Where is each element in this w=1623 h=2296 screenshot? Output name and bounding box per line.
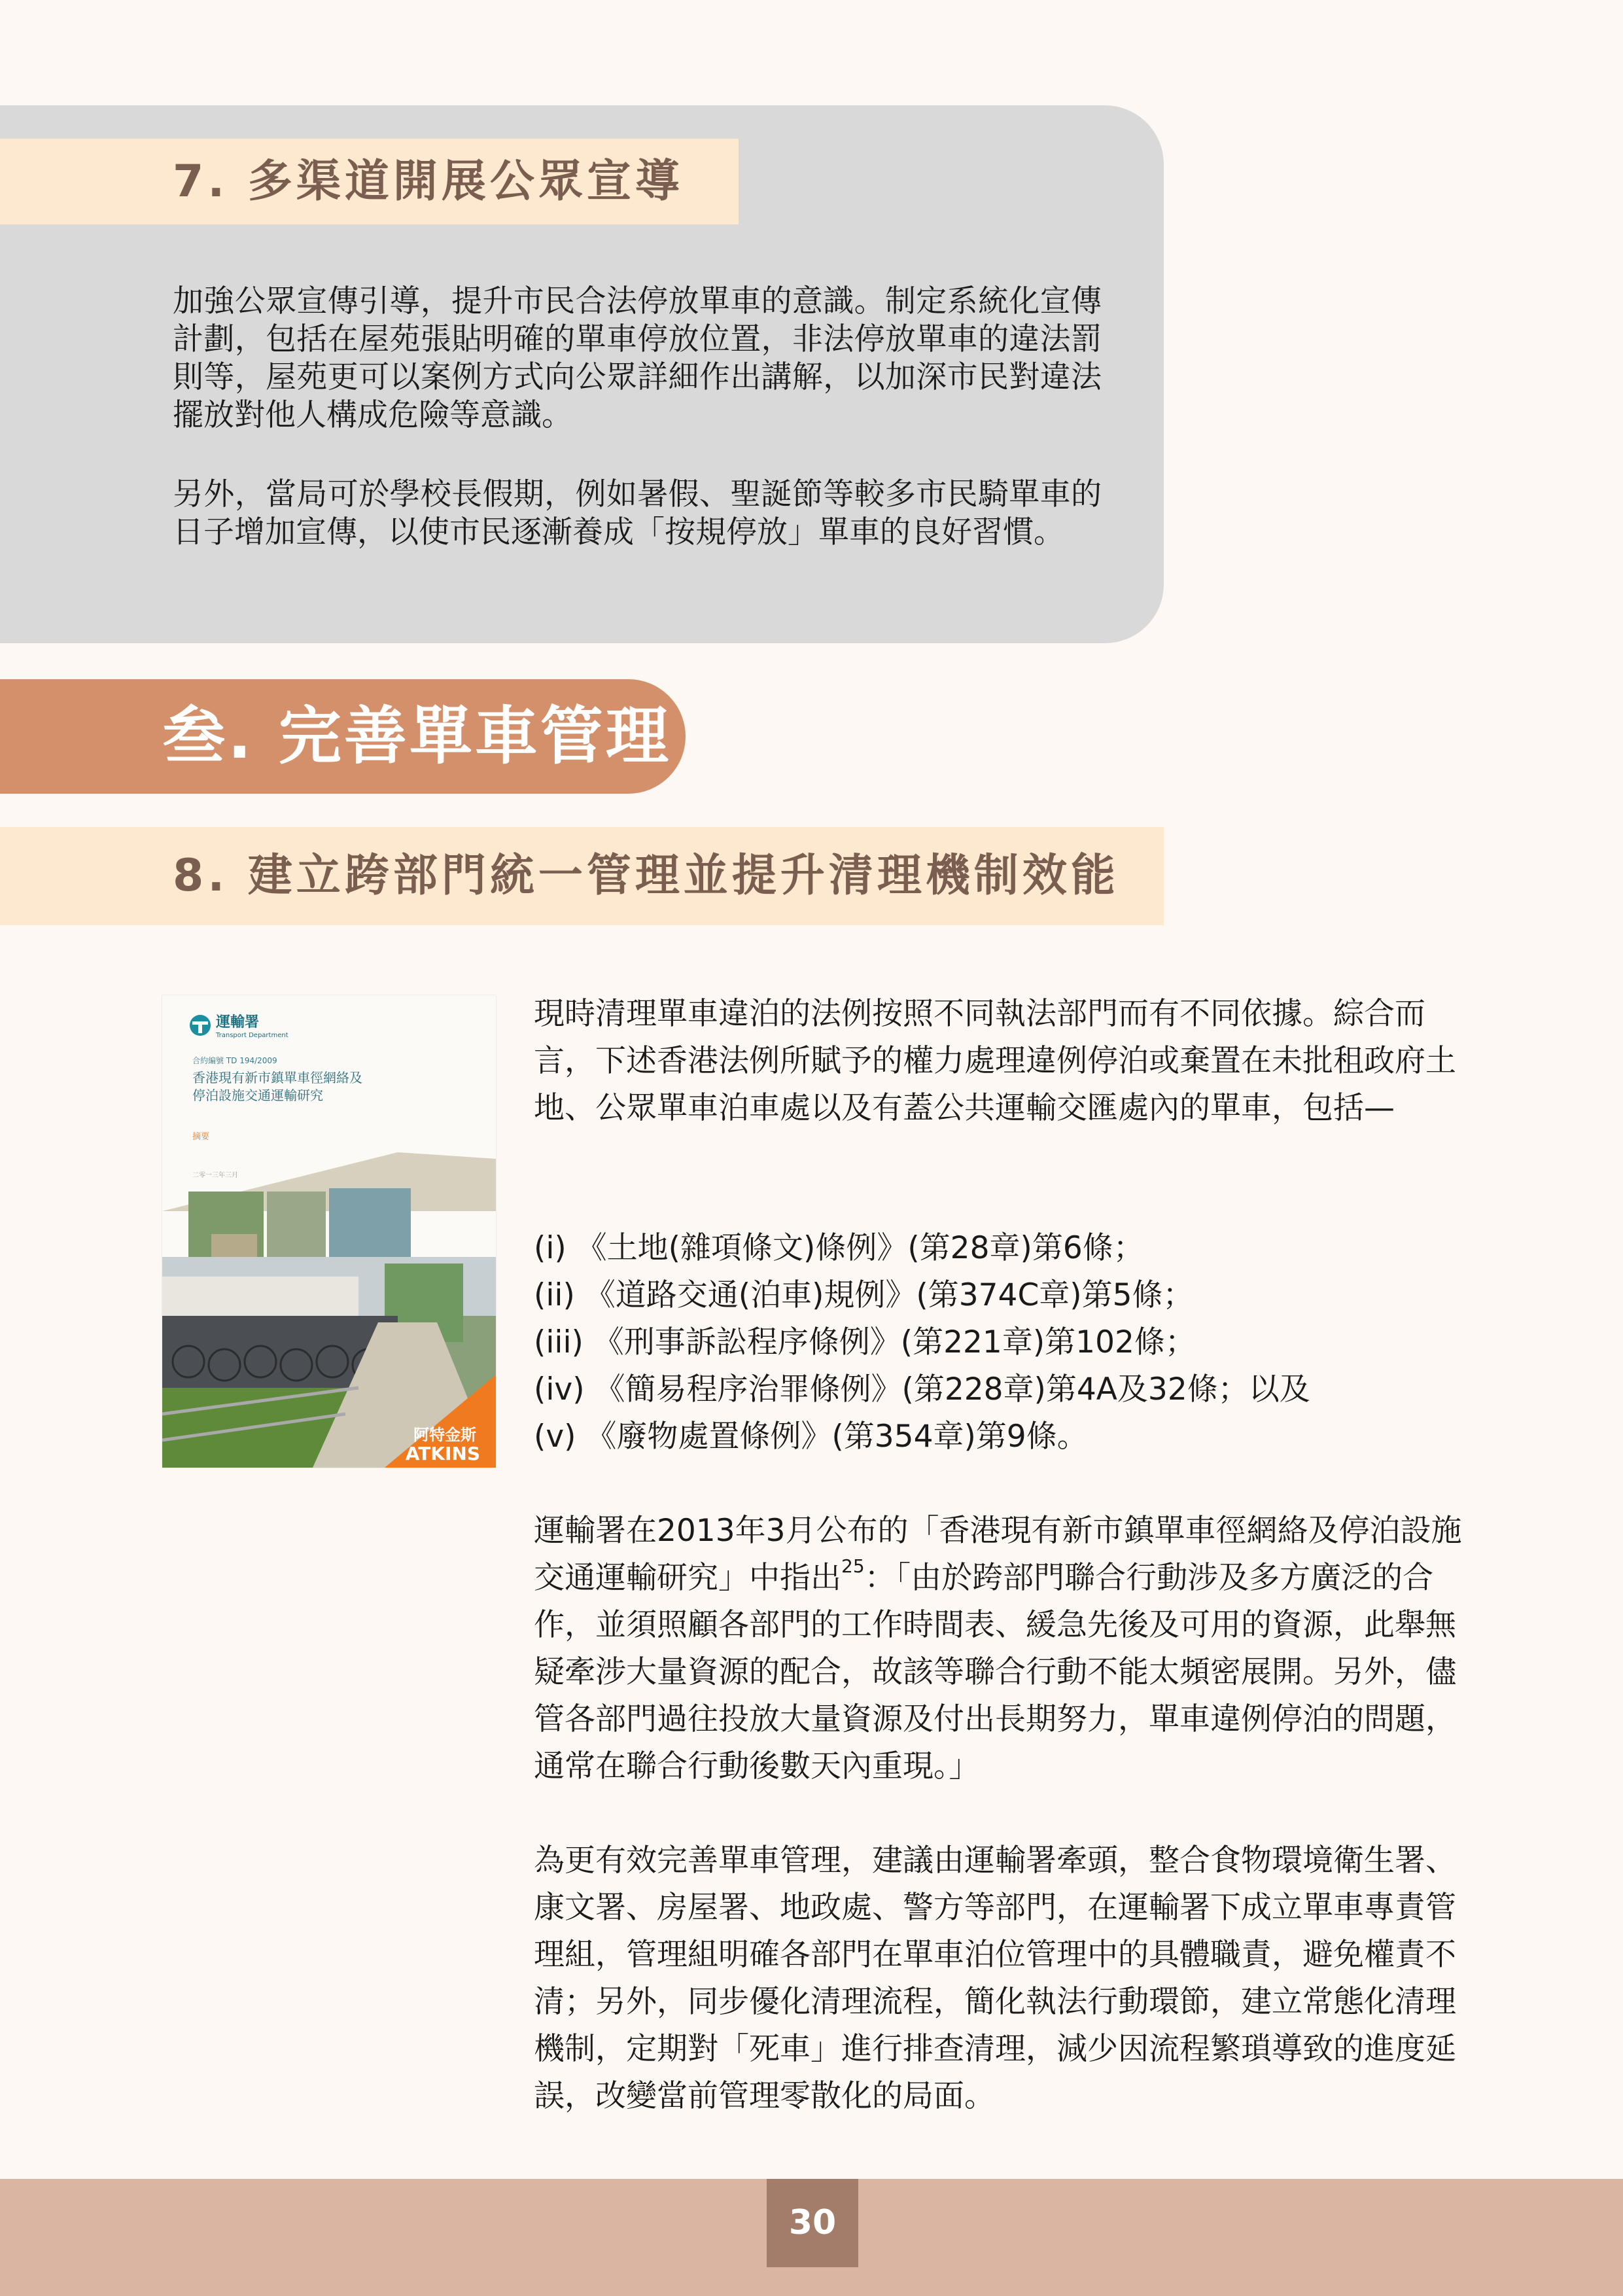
cover-contract: 合約編號 TD 194/2009 bbox=[192, 1056, 277, 1065]
cover-photo-collage bbox=[188, 1188, 411, 1263]
section8-recommendation: 為更有效完善單車管理，建議由運輸署牽頭，整合食物環境衛生署、康文署、房屋署、地政處、警方等部門，在運輸署下成立單車專責管理組，管理組明確各部門在單車泊位管理中的具體職責，避免權責不清；另外，同步優化清理流程，簡化執法行動環節，建立常態化清理機制，定期對「死車」進行排查清理，減少因流程繁瑣導致的進度延誤，改變當前管理零散化的局面。 bbox=[534, 1843, 1456, 2114]
law-item-1: (i) 《土地(雜項條文)條例》(第28章)第6條； bbox=[534, 1230, 1144, 1266]
cover-brand-en: ATKINS bbox=[405, 1443, 480, 1464]
cover-org: 運輸署 bbox=[216, 1014, 260, 1031]
section8-heading: 8. 建立跨部門統一管理並提升清理機制效能 bbox=[173, 850, 1119, 902]
law-item-2: (ii) 《道路交通(泊車)規例》(第374C章)第5條； bbox=[534, 1277, 1194, 1313]
footnote-marker[interactable]: 25 bbox=[841, 1555, 865, 1577]
main-section-heading: 叁. 完善單車管理 bbox=[162, 699, 671, 773]
section8-intro: 現時清理單車違泊的法例按照不同執法部門而有不同依據。綜合而言，下述香港法例所賦予的權力處理違例停泊或棄置在未批租政府土地、公眾單車泊車處以及有蓋公共運輸交匯處內的單車，包括— bbox=[534, 996, 1456, 1126]
section7-heading-bar bbox=[0, 139, 739, 224]
cover-org-en: Transport Department bbox=[216, 1032, 288, 1039]
report-cover-image bbox=[162, 995, 496, 1468]
law-list bbox=[534, 1225, 1482, 1460]
cover-tag: 摘要 bbox=[192, 1132, 210, 1142]
transport-department-logo bbox=[190, 1015, 211, 1036]
section7-paragraph-1: 加強公眾宣傳引導，提升市民合法停放單車的意識。制定系統化宣傳計劃，包括在屋苑張貼明確的單車停放位置，非法停放單車的違法罰則等，屋苑更可以案例方式向公眾詳細作出講解，以加深市民對違法擺放對他人構成危險等意識。 bbox=[173, 283, 1102, 433]
law-item-5: (v) 《廢物處置條例》(第354章)第9條。 bbox=[534, 1419, 1088, 1455]
section7-paragraph-2: 另外，當局可於學校長假期，例如暑假、聖誕節等較多市民騎單車的日子增加宣傳，以使市民逐漸養成「按規停放」單車的良好習慣。 bbox=[173, 476, 1102, 550]
cover-brand-cn: 阿特金斯 bbox=[413, 1426, 476, 1444]
quote-after: ：「由於跨部門聯合行動涉及多方廣泛的合作，並須照顧各部門的工作時間表、緩急先後及可用的資源，此舉無疑牽涉大量資源的配合，故該等聯合行動不能太頻密展開。另外，儘管各部門過往投放大量資源及付出長期努力，單車違例停泊的問題，通常在聯合行動後數天內重現。」 bbox=[534, 1560, 1456, 1784]
page-number: 30 bbox=[767, 2179, 858, 2267]
law-item-4: (iv) 《簡易程序治罪條例》(第228章)第4A及32條；以及 bbox=[534, 1371, 1310, 1407]
section8-heading-bar bbox=[0, 827, 1164, 925]
section8-quote-paragraph bbox=[534, 1508, 1463, 1790]
report-cover-graphic bbox=[162, 995, 496, 1468]
main-section-heading-bar bbox=[0, 679, 686, 794]
quote-before: 運輸署在2013年3月公布的「香港現有新市鎮單車徑網絡及停泊設施交通運輸研究」中指出 bbox=[534, 1513, 1462, 1596]
cover-title-line-2: 停泊設施交通運輸研究 bbox=[192, 1087, 323, 1103]
cover-date: 二零一三年三月 bbox=[192, 1172, 238, 1179]
law-item-3: (iii) 《刑事訴訟程序條例》(第221章)第102條； bbox=[534, 1324, 1196, 1360]
section7-heading: 7. 多渠道開展公眾宣導 bbox=[173, 156, 684, 207]
cover-title-line-1: 香港現有新市鎮單車徑網絡及 bbox=[192, 1070, 362, 1086]
